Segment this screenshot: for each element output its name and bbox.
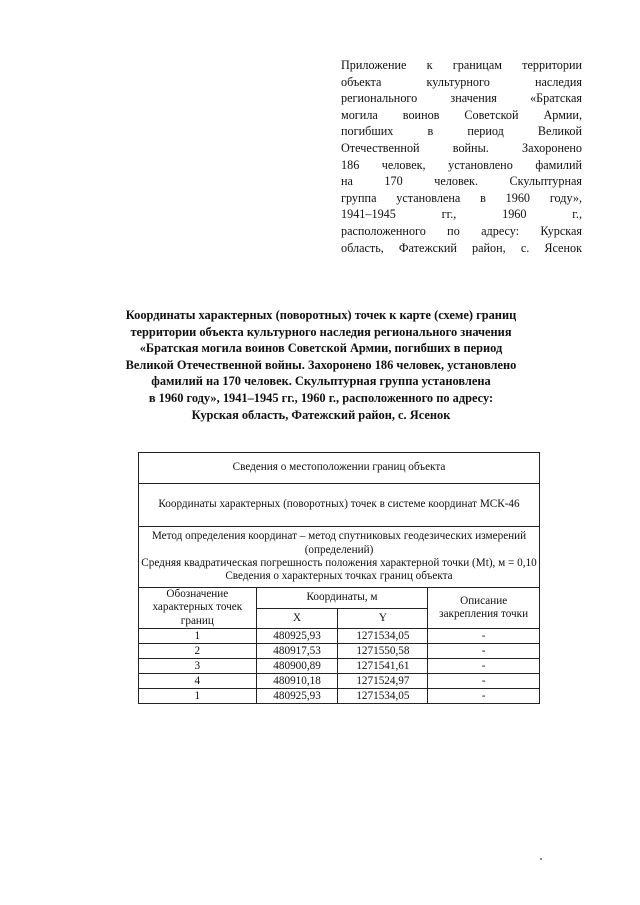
y-cell: 1271550,58 xyxy=(338,644,428,659)
table-row xyxy=(139,689,540,704)
col-coords-header: Координаты, м xyxy=(256,588,428,609)
table-row xyxy=(139,629,540,644)
y-cell: 1271541,61 xyxy=(338,659,428,674)
appendix-line: расположенного по адресу: Курская xyxy=(341,223,582,238)
x-cell: 480925,93 xyxy=(256,689,338,704)
table-row xyxy=(139,659,540,674)
scan-speck xyxy=(540,858,542,860)
col-point-header: Обозначение характерных точек границ xyxy=(139,588,257,629)
title-line: Великой Отечественной войны. Захоронено 186 человек, установлено xyxy=(125,357,517,372)
y-cell: 1271524,97 xyxy=(338,674,428,689)
x-cell: 480910,18 xyxy=(256,674,338,689)
appendix-line: на 170 человек. Скульптурная xyxy=(341,174,582,189)
section-title-cell: Сведения о местоположении границ объекта xyxy=(139,453,540,484)
method-cell xyxy=(139,527,540,588)
appendix-line: регионального значения «Братская xyxy=(341,91,582,106)
point-cell: 1 xyxy=(139,689,257,704)
desc-cell: - xyxy=(428,674,540,689)
appendix-line: Отечественной войны. Захоронено xyxy=(341,140,582,155)
method-text: Метод определения координат – метод спутниковых геодезических измерений (определений) xyxy=(151,530,527,556)
point-cell: 3 xyxy=(139,659,257,674)
title-line: в 1960 году», 1941–1945 гг., 1960 г., расположенного по адресу: xyxy=(148,390,494,405)
table-row xyxy=(139,644,540,659)
desc-cell: - xyxy=(428,629,540,644)
title-line: фамилий на 170 человек. Скульптурная группа установлена xyxy=(151,374,491,389)
appendix-note xyxy=(341,57,582,256)
document-title xyxy=(76,307,566,423)
y-cell: 1271534,05 xyxy=(338,629,428,644)
title-line: территории объекта культурного наследия регионального значения xyxy=(130,324,512,339)
x-cell: 480925,93 xyxy=(256,629,338,644)
appendix-line: 186 человек, установлено фамилий xyxy=(341,157,582,172)
col-desc-header: Описание закрепления точки xyxy=(428,588,540,629)
accuracy-text: Средняя квадратическая погрешность положения характерной точки (Mt), м = 0,10 xyxy=(141,557,537,569)
appendix-line: погибших в период Великой xyxy=(341,124,582,139)
x-cell: 480900,89 xyxy=(256,659,338,674)
table-row xyxy=(139,674,540,689)
points-title-text: Сведения о характерных точках границ объекта xyxy=(225,570,453,583)
appendix-line: группа установлена в 1960 году», xyxy=(341,190,582,205)
desc-cell: - xyxy=(428,689,540,704)
title-line: Курская область, Фатежский район, с. Ясенок xyxy=(191,407,451,422)
point-cell: 4 xyxy=(139,674,257,689)
appendix-line: область, Фатежский район, с. Ясенок xyxy=(341,240,582,255)
desc-cell: - xyxy=(428,644,540,659)
title-line: Координаты характерных (поворотных) точек к карте (схеме) границ xyxy=(125,308,517,322)
appendix-line: 1941–1945 гг., 1960 г., xyxy=(341,207,582,222)
col-y-header: Y xyxy=(338,608,428,629)
desc-cell: - xyxy=(428,659,540,674)
coordinates-table xyxy=(138,452,540,704)
x-cell: 480917,53 xyxy=(256,644,338,659)
point-cell: 1 xyxy=(139,629,257,644)
col-x-header: X xyxy=(256,608,338,629)
appendix-line: могила воинов Советской Армии, xyxy=(341,107,582,122)
appendix-line: объекта культурного наследия xyxy=(341,74,582,89)
y-cell: 1271534,05 xyxy=(338,689,428,704)
point-cell: 2 xyxy=(139,644,257,659)
title-line: «Братская могила воинов Советской Армии, погибших в период xyxy=(139,341,503,356)
appendix-line: Приложение к границам территории xyxy=(341,58,582,72)
coord-system-cell: Координаты характерных (поворотных) точек в системе координат МСК-46 xyxy=(139,484,540,527)
